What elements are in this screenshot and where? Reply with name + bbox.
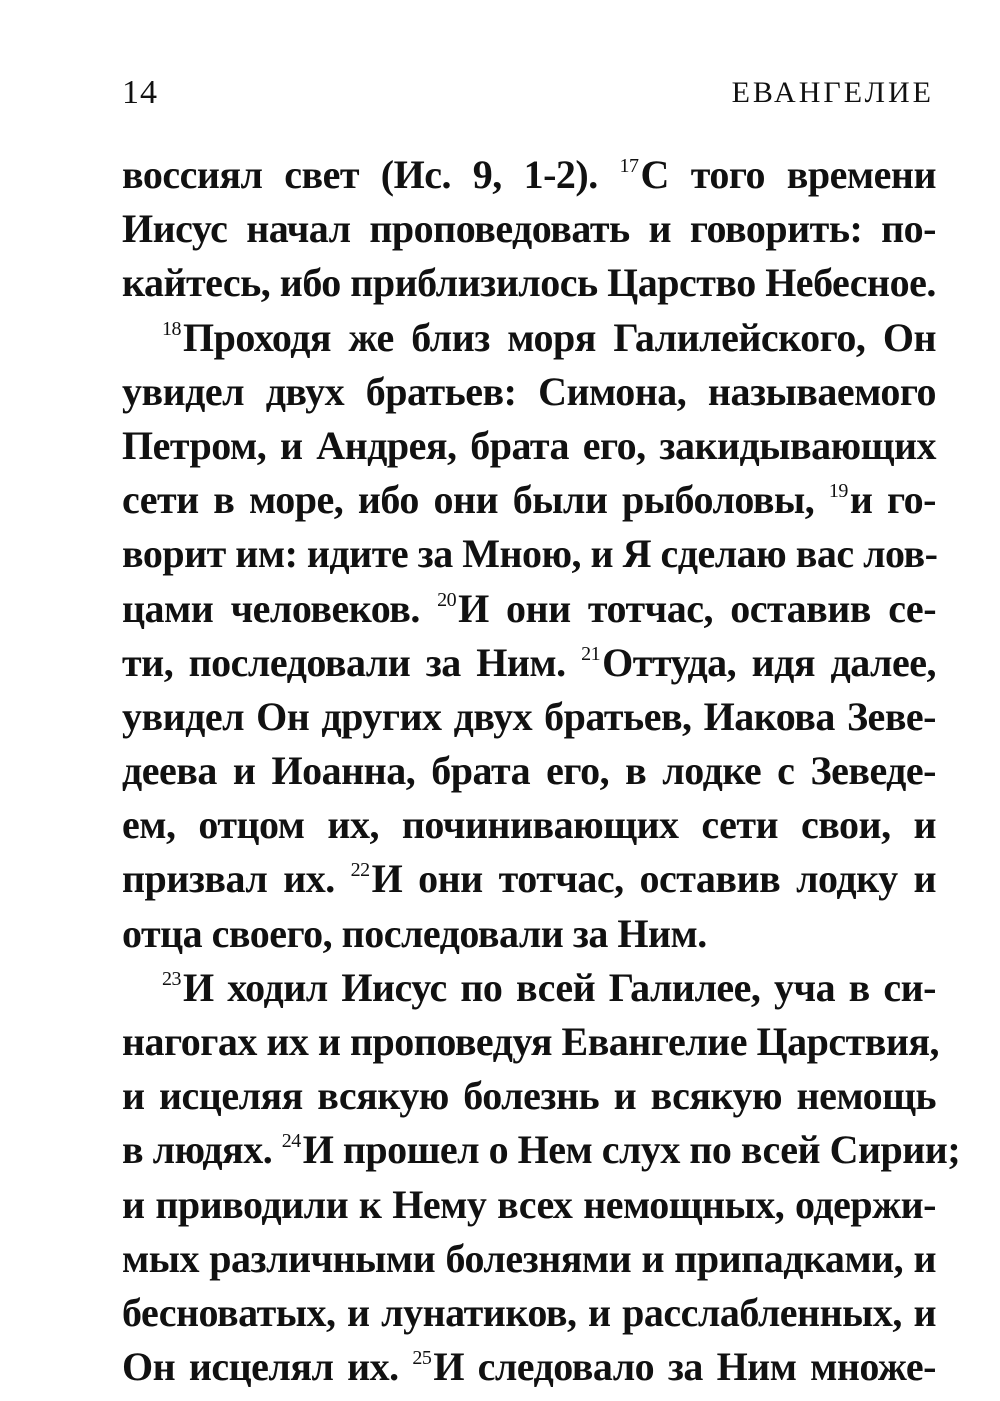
verse-text: Оттуда, идя далее, bbox=[602, 639, 937, 685]
verse-text: сети в море, ибо они были рыболовы, bbox=[122, 477, 829, 523]
verse-text: Он исцелял их. bbox=[122, 1344, 413, 1390]
verse-text: кайтесь, ибо приблизилось Царство Небесное. bbox=[122, 260, 936, 306]
verse-number: 18 bbox=[162, 317, 181, 340]
text-line bbox=[122, 1123, 961, 1177]
verse-text: мых различными болезнями и припадками, и bbox=[122, 1235, 936, 1281]
text-line bbox=[122, 419, 936, 473]
verse-text: в людях. bbox=[122, 1127, 282, 1173]
verse-text: И они тотчас, оставив лодку и bbox=[371, 856, 936, 902]
verse-text: призвал их. bbox=[122, 856, 351, 902]
text-line bbox=[122, 311, 936, 365]
text-line bbox=[122, 907, 936, 961]
text-line bbox=[122, 473, 936, 527]
verse-text: И они тотчас, оставив се- bbox=[458, 585, 937, 631]
verse-text: и приводили к Нему всех немощных, одержи- bbox=[122, 1181, 936, 1227]
text-line bbox=[122, 1232, 936, 1286]
text-line bbox=[122, 1178, 936, 1232]
text-line bbox=[122, 148, 936, 202]
verse-text: деева и Иоанна, брата его, в лодке с Зеведе- bbox=[122, 748, 936, 794]
text-line bbox=[122, 852, 936, 906]
verse-text: бесноватых, и лунатиков, и расслабленных, и bbox=[122, 1289, 936, 1335]
text-line bbox=[122, 256, 936, 310]
verse-number: 25 bbox=[412, 1347, 432, 1370]
verse-number: 24 bbox=[281, 1130, 301, 1153]
verse-text: И прошел о Нем слух по всей Сирии; bbox=[302, 1127, 961, 1173]
text-line bbox=[122, 582, 936, 636]
verse-text: увидел двух братьев: Симона, называемого bbox=[122, 368, 936, 414]
verse-number: 17 bbox=[619, 155, 639, 177]
verse-text: И следовало за Ним множе- bbox=[433, 1344, 936, 1390]
verse-text: и го- bbox=[849, 477, 936, 523]
verse-text: воссиял свет (Ис. 9, 1-2). bbox=[122, 152, 620, 197]
text-line bbox=[122, 1340, 936, 1394]
text-line bbox=[122, 961, 936, 1015]
verse-text: Проходя же близ моря Галилейского, Он bbox=[183, 314, 936, 360]
verse-text: цами человеков. bbox=[122, 585, 438, 631]
text-line bbox=[122, 1069, 936, 1123]
verse-text: И ходил Иисус по всей Галилее, уча в си- bbox=[183, 964, 936, 1010]
verse-number: 21 bbox=[581, 642, 601, 665]
text-line bbox=[122, 1015, 940, 1069]
verse-text: Иисус начал проповедовать и говорить: по- bbox=[122, 206, 936, 252]
verse-number: 20 bbox=[437, 588, 457, 611]
text-line bbox=[122, 636, 936, 690]
text-line bbox=[122, 365, 936, 419]
text-line bbox=[122, 527, 936, 581]
text-line bbox=[122, 202, 936, 256]
verse-text: ти, последовали за Ним. bbox=[122, 639, 582, 685]
verse-text: нагогах их и проповедуя Евангелие Царствия, bbox=[122, 1019, 940, 1064]
verse-text: С того времени bbox=[640, 152, 936, 197]
running-title: ЕВАНГЕЛИЕ bbox=[731, 76, 934, 109]
verse-text: отца своего, последовали за Ним. bbox=[122, 910, 707, 956]
text-line bbox=[122, 798, 936, 852]
verse-number: 19 bbox=[828, 480, 848, 503]
verse-text: и исцеляя всякую болезнь и всякую немощь bbox=[122, 1073, 936, 1119]
verse-number: 23 bbox=[162, 967, 181, 990]
verse-text: ем, отцом их, починивающих сети свои, и bbox=[122, 802, 936, 848]
verse-text: увидел Он других двух братьев, Иакова Зеве- bbox=[122, 693, 936, 739]
verse-number: 22 bbox=[350, 859, 370, 882]
body-text bbox=[122, 148, 961, 1394]
verse-text: Петром, и Андрея, брата его, закидывающих bbox=[122, 422, 936, 468]
page-number: 14 bbox=[122, 74, 158, 111]
text-line bbox=[122, 744, 936, 798]
text-line bbox=[122, 690, 936, 744]
verse-text: ворит им: идите за Мною, и Я сделаю вас лов- bbox=[122, 531, 938, 577]
